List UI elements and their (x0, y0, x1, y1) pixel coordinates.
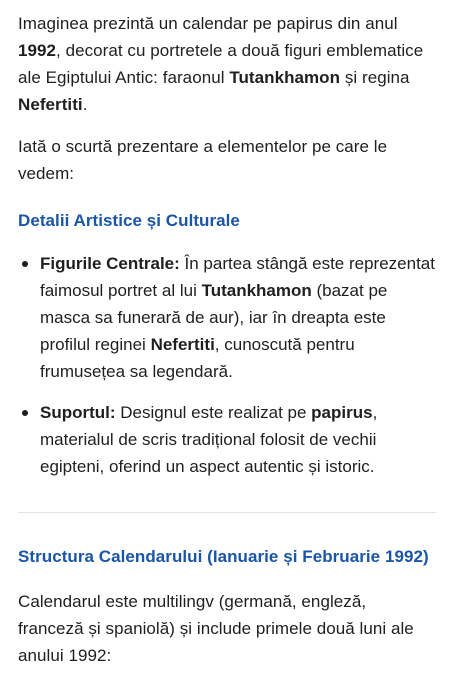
intro-pharaoh: Tutankhamon (229, 68, 341, 87)
list-item-text: (bazat pe masca sa funerară de aur), iar în dreapta este profilul reginei (40, 281, 388, 354)
list-item-text: În partea stângă este reprezentat faimosul portret al lui (40, 254, 435, 300)
chat-response (18, 0, 436, 669)
list-item-label: Suportul: (40, 403, 116, 422)
lead-paragraph: Iată o scurtă prezentare a elementelor pe care le vedem: (18, 137, 388, 183)
list-item-label: Figurile Centrale: (40, 254, 180, 273)
list-item (18, 399, 436, 480)
intro-text-2: , decorat cu portretele a două figuri emblematice ale Egiptului Antic: faraonul (18, 41, 424, 87)
intro-text-1: Imaginea prezintă un calendar pe papirus din anul (18, 14, 398, 33)
list-item (18, 250, 436, 385)
list-item-bold: Nefertiti (150, 335, 215, 354)
list-item-bold: papirus (311, 403, 373, 422)
list-item-text: Designul este realizat pe (115, 403, 312, 422)
intro-year: 1992 (18, 41, 57, 60)
list-item-bold: Tutankhamon (201, 281, 312, 300)
intro-paragraph (18, 10, 436, 118)
intro-text-3: și regina (340, 68, 410, 87)
list-item-text: , cunoscută pentru frumusețea sa legendară. (40, 335, 355, 381)
section-heading-structure: Structura Calendarului (Ianuarie și Februarie 1992) (18, 547, 429, 566)
details-list (18, 250, 436, 480)
list-item-text: , materialul de scris tradițional folosit de vechii egipteni, oferind un aspect autentic și istoric. (40, 403, 378, 476)
intro-text-4: . (82, 95, 88, 114)
section-divider (18, 512, 436, 513)
structure-paragraph: Calendarul este multilingv (germană, engleză, franceză și spaniolă) și include primele două luni ale anului 1992: (18, 592, 414, 665)
section-heading-artistic: Detalii Artistice și Culturale (18, 211, 240, 230)
intro-queen: Nefertiti (18, 95, 83, 114)
